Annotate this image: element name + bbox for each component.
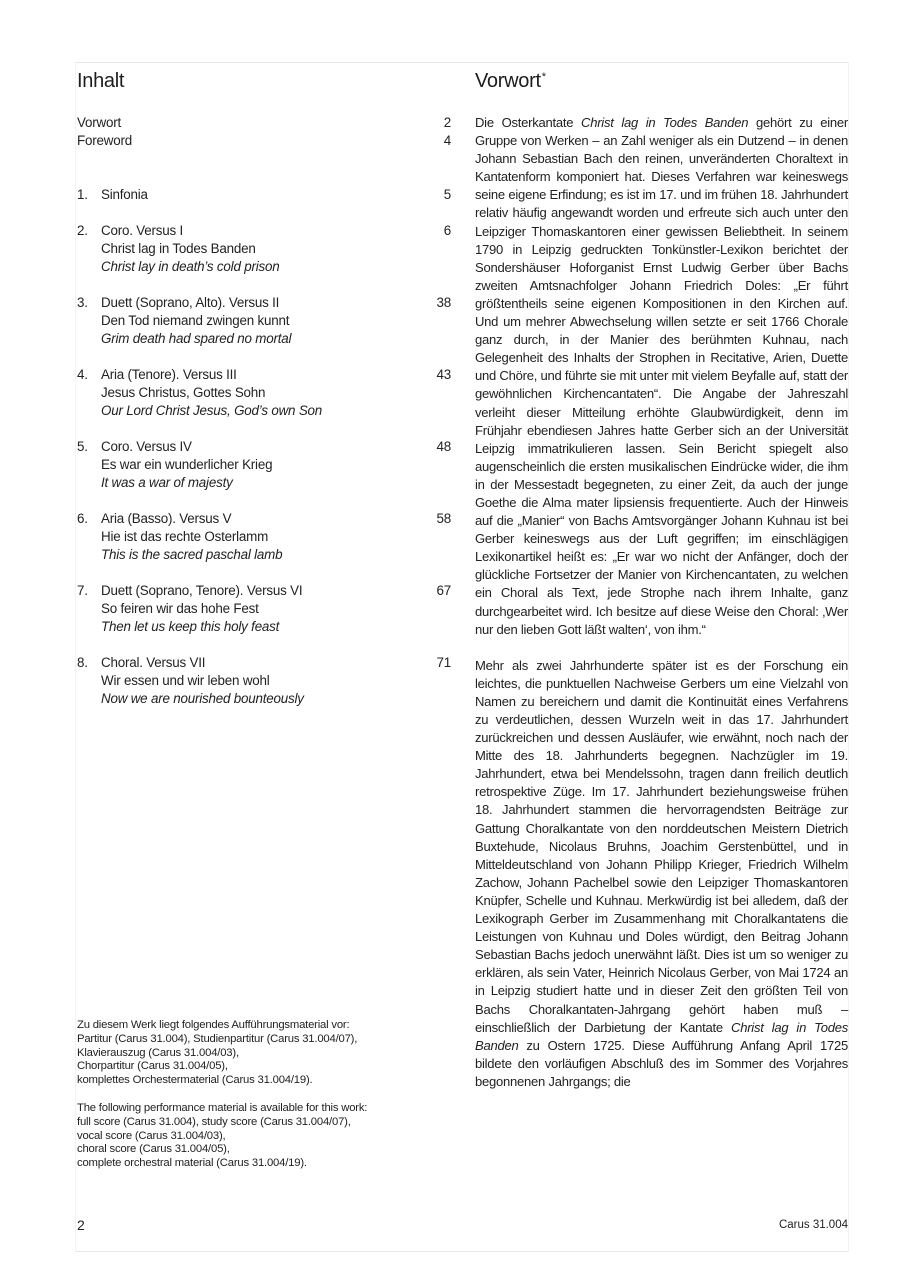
movement-title: Aria (Tenore). Versus III	[101, 367, 237, 382]
movement-title: Coro. Versus I	[101, 223, 184, 238]
movement-title: Sinfonia	[101, 187, 148, 202]
preface-body	[475, 114, 848, 1091]
toc-movement-5	[77, 438, 451, 492]
movement-number: 5.	[77, 439, 88, 454]
movement-german-incipit: Hie ist das rechte Osterlamm	[101, 529, 269, 544]
toc-movement-4	[77, 366, 451, 420]
material-line: vocal score (Carus 31.004/03),	[77, 1129, 226, 1142]
movement-number: 8.	[77, 655, 88, 670]
movement-number: 1.	[77, 187, 88, 202]
movement-english-incipit: Grim death had spared no mortal	[101, 331, 292, 346]
work-title: Christ lag in Todes Banden	[581, 115, 749, 130]
toc-front-item-preface	[77, 114, 451, 132]
movement-page: 6	[443, 223, 451, 238]
movement-number: 6.	[77, 511, 88, 526]
work-title: Christ lag in Todes Banden	[475, 1019, 848, 1053]
material-line: choral score (Carus 31.004/05),	[77, 1143, 230, 1156]
preface-paragraph-2	[475, 657, 848, 1091]
movement-page: 38	[436, 295, 451, 310]
paragraph-text: Die Osterkantate	[475, 115, 582, 130]
material-german	[77, 1019, 457, 1088]
movement-english-incipit: Now we are nourished bounteously	[101, 691, 304, 706]
toc-title: Inhalt	[77, 70, 125, 92]
movement-page: 71	[436, 655, 451, 670]
toc-movement-2	[77, 222, 451, 276]
movement-english-incipit: Our Lord Christ Jesus, God’s own Son	[101, 403, 323, 418]
movement-german-incipit: Wir essen und wir leben wohl	[101, 673, 270, 688]
movement-page: 58	[436, 511, 451, 526]
toc-movement-3	[77, 294, 451, 348]
material-line: complete orchestral material (Carus 31.004/19).	[77, 1157, 307, 1170]
movement-german-incipit: Es war ein wunderlicher Krieg	[101, 457, 273, 472]
movement-page: 43	[436, 367, 451, 382]
material-line: The following performance material is available for this work:	[77, 1101, 368, 1114]
material-line: Partitur (Carus 31.004), Studienpartitur (Carus 31.004/07),	[77, 1032, 358, 1045]
toc-movement-6	[77, 510, 451, 564]
footnote-marker: *	[541, 71, 546, 83]
table-of-contents	[77, 70, 451, 726]
toc-movement-7	[77, 582, 451, 636]
preface	[475, 70, 848, 1109]
material-line: Klavierauszug (Carus 31.004/03),	[77, 1046, 239, 1059]
material-line: Zu diesem Werk liegt folgendes Aufführungsmaterial vor:	[77, 1019, 350, 1031]
toc-front-page: 4	[443, 133, 451, 148]
movement-page: 48	[436, 439, 451, 454]
catalog-number: Carus 31.004	[778, 1219, 848, 1231]
movement-german-incipit: Christ lag in Todes Banden	[101, 241, 256, 256]
toc-movement-1	[77, 186, 451, 204]
movement-number: 2.	[77, 223, 88, 238]
movement-english-incipit: Then let us keep this holy feast	[101, 619, 280, 634]
movement-german-incipit: So feiren wir das hohe Fest	[101, 601, 259, 616]
movement-title: Duett (Soprano, Alto). Versus II	[101, 295, 280, 310]
movement-german-incipit: Jesus Christus, Gottes Sohn	[101, 385, 266, 400]
performance-material-notice	[77, 1019, 457, 1185]
material-line: full score (Carus 31.004), study score (Carus 31.004/07),	[77, 1115, 351, 1128]
toc-front-page: 2	[443, 115, 451, 130]
toc-movement-8	[77, 654, 451, 708]
paragraph-text: gehört zu einer Gruppe von Werken – an Zahl weniger als ein Dutzend – in denen Johann Sebastian Bach den reinen, unveränderten Choraltext in Kantatenform komponiert hat. Dieses Verfahren war keineswegs seine eigene Erfindung; es ist im 17. und im frühen 18. Jahrhundert relativ häufig angewandt worden und erfreute sich auch unter den Leipziger Thomaskantoren einer gewissen Beliebtheit. In seinem 1790 in Leipzig gedruckten Tonkünstler-Lexikon berichtet der Sondershäuser Hoforganist Ernst Ludwig Gerber über Bachs zweiten Amtsnachfolger Johann Friedrich Doles: „Er führt größtentheils seine eigenen Kompositionen in den Kirchen auf. Und um mehrer Abwechselung willen setzte er seit 1766 Chorale ganz durch, in der Manier des berühmten Kuhnau, nach Gelegenheit des Inhalts der Strophen in Recitative, Arien, Duette und Chöre, und führte sie mit unter mit vielem Beyfalle auf, statt der gewöhnlichen Kirchencantaten“. Die Angabe der Jahreszahl verleiht dieser Mitteilung erhöhte Glaubwürdigkeit, denn im Frühjahr ebendiesen Jahres hatte Gerber sich an der Universität Leipzig immatrikulieren lassen. Sein Bericht spiegelt also augenscheinlich die ersten musikalischen Eindrücke wider, die ihm in der Messestadt begegneten, zu einer Zeit, da auch der junge Goethe die Alma mater lipsiensis frequentierte. Auch der Hinweis auf die „Manier“ von Bachs Amtsvorgänger Johann Kuhnau ist bei Gerber keineswegs aus der Luft gegriffen; im einschlägigen Lexikonartikel heißt es: „Er war wo nicht der Anfänger, doch der glückliche Fortsetzer der Manier von Kirchencantaten, zu welchen ein Choral als Text, jede Strophe nach ihrem Inhalte, ganz durchgearbeitet wird. Ich besitze auf diese Weise den Choral: ‚Wer nur den lieben Gott läßt walten‘, von ihm.“	[475, 115, 848, 637]
material-line: komplettes Orchestermaterial (Carus 31.004/19).	[77, 1074, 313, 1087]
preface-title-text: Vorwort	[475, 70, 541, 92]
movement-english-incipit: It was a war of majesty	[101, 475, 233, 490]
movement-title: Choral. Versus VII	[101, 655, 206, 670]
preface-title	[475, 70, 848, 93]
movement-number: 4.	[77, 367, 88, 382]
page-number: 2	[77, 1217, 85, 1233]
movement-title: Coro. Versus IV	[101, 439, 192, 454]
toc-front-item-foreword	[77, 132, 451, 150]
movement-title: Aria (Basso). Versus V	[101, 511, 232, 526]
toc-front-label: Foreword	[77, 133, 132, 148]
movement-page: 5	[443, 187, 451, 202]
preface-paragraph-1	[475, 114, 848, 639]
movement-number: 3.	[77, 295, 88, 310]
movement-title: Duett (Soprano, Tenore). Versus VI	[101, 583, 303, 598]
movement-page: 67	[436, 583, 451, 598]
movement-german-incipit: Den Tod niemand zwingen kunnt	[101, 313, 290, 328]
paragraph-text: zu Ostern 1725. Diese Aufführung Anfang April 1725 bildete den vorläufigen Abschluß des im Sommer des Vorjahres begonnenen Jahrgangs; die	[475, 1037, 848, 1089]
toc-front-label: Vorwort	[77, 115, 121, 130]
material-line: Chorpartitur (Carus 31.004/05),	[77, 1060, 228, 1073]
paragraph-text: Mehr als zwei Jahrhunderte später ist es der Forschung ein leichtes, die punktuellen Nachweise Gerbers um eine Vielzahl von Namen zu bereichern und damit die Kontinuität eines Verfahrens zu verdeutlichen, dessen Wurzeln weit in das 17. Jahrhundert zurückreichen und dessen Ausläufer, wie erwähnt, noch nach der Mitte des 18. Jahrhunderts begegnen. Nachzügler im 19. Jahrhundert, etwa bei Mendelssohn, tragen dann freilich deutlich retrospektive Züge. Im 17. Jahrhundert beziehungsweise frühen 18. Jahrhundert stammen die hervorragendsten Beiträge zur Gattung Choralkantate von den norddeutschen Meistern Dietrich Buxtehude, Nicolaus Bruhns, Joachim Gerstenbüttel, und in Mitteldeutschland von Johann Philipp Krieger, Friedrich Wilhelm Zachow, Johann Pachelbel sowie den Leipziger Thomaskantoren Knüpfer, Schelle und Kuhnau. Merkwürdig ist bei alledem, daß der Lexikograph Gerber im Zusammenhang mit Choralkantatens die Leistungen von Kuhnau und Doles würdigt, den Beitrag Johann Sebastian Bachs jedoch unerwähnt läßt. Dies ist um so weniger zu erklären, als sein Vater, Heinrich Nicolaus Gerber, von Mai 1724 an in Leipzig studiert hatte und in dieser Zeit den größten Teil von Bachs Choralkantaten-Jahrgang gehört haben muß – einschließlich der Darbietung der Kantate	[475, 657, 848, 1035]
material-english	[77, 1102, 457, 1171]
movement-number: 7.	[77, 583, 88, 598]
movement-english-incipit: Christ lay in death’s cold prison	[101, 259, 280, 274]
movement-english-incipit: This is the sacred paschal lamb	[101, 547, 283, 562]
